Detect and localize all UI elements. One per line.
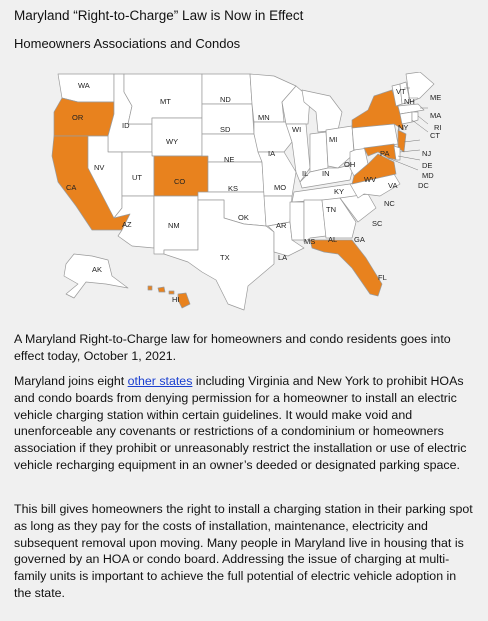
label-GA: GA	[354, 235, 365, 244]
other-states-link[interactable]: other states	[127, 374, 193, 388]
label-NJ: NJ	[422, 149, 432, 158]
label-CT: CT	[430, 131, 440, 140]
state-CO	[154, 156, 208, 196]
label-DE: DE	[422, 161, 433, 170]
label-SC: SC	[372, 219, 383, 228]
label-PA: PA	[380, 149, 390, 158]
label-KS: KS	[228, 184, 239, 193]
label-WI: WI	[292, 125, 302, 134]
label-IA: IA	[268, 149, 276, 158]
label-OK: OK	[238, 213, 249, 222]
state-AK	[64, 254, 128, 298]
state-FL	[310, 240, 382, 296]
label-NM: NM	[168, 221, 180, 230]
label-WA: WA	[78, 81, 90, 90]
article-paragraph-1: A Maryland Right-to-Charge law for homeowners and condo residents goes into effect today, October 1, 2021.	[14, 332, 451, 363]
article-paragraph-2	[14, 373, 476, 474]
label-WY: WY	[166, 137, 179, 146]
label-NC: NC	[384, 199, 395, 208]
label-OH: OH	[344, 160, 356, 169]
label-CO: CO	[174, 177, 186, 186]
label-OR: OR	[72, 113, 84, 122]
label-MD: MD	[422, 171, 434, 180]
label-MS: MS	[304, 237, 316, 246]
label-MT: MT	[160, 97, 171, 106]
label-AR: AR	[276, 221, 287, 230]
label-LA: LA	[278, 253, 288, 262]
label-NY: NY	[398, 123, 409, 132]
state-IA	[254, 122, 292, 152]
label-ME: ME	[430, 93, 442, 102]
label-UT: UT	[132, 173, 142, 182]
article-paragraph-3: This bill gives homeowners the right to install a charging station in their parking spot as long as they pay for the costs of installation, maintenance, electricity and subsequent removal upon moving. Many people in Maryland live in housing that is governed by an HOA or condo board. Addressing the issue of charging at multi-family units is important to achieve the full potential of electric vehicle adoption in the state.	[14, 502, 473, 600]
label-MO: MO	[274, 183, 287, 192]
label-MN: MN	[258, 113, 270, 122]
article-title: Maryland “Right-to-Charge” Law is Now in Effect	[14, 8, 304, 23]
label-IL: IL	[302, 169, 309, 178]
label-NV: NV	[94, 163, 105, 172]
label-TN: TN	[326, 205, 336, 214]
us-map-svg	[48, 72, 458, 318]
label-RI: RI	[434, 123, 442, 132]
label-TX: TX	[220, 253, 230, 262]
label-CA: CA	[66, 183, 77, 192]
label-VT: VT	[396, 87, 406, 96]
us-states-map	[48, 72, 458, 318]
label-VA: VA	[388, 181, 398, 190]
label-NH: NH	[404, 97, 415, 106]
article-subtitle: Homeowners Associations and Condos	[14, 36, 241, 51]
label-AZ: AZ	[122, 220, 132, 229]
state-MS	[290, 202, 304, 240]
state-IN	[310, 132, 328, 172]
label-SD: SD	[220, 125, 231, 134]
paragraph-2-intro: Maryland joins eight	[14, 374, 128, 388]
label-FL: FL	[378, 273, 387, 282]
label-IN: IN	[322, 169, 330, 178]
label-NE: NE	[224, 155, 235, 164]
state-HI	[148, 286, 190, 308]
label-ID: ID	[122, 121, 130, 130]
label-MA: MA	[430, 111, 442, 120]
label-ND: ND	[220, 95, 231, 104]
label-AL: AL	[328, 235, 338, 244]
label-DC: DC	[418, 181, 429, 190]
paragraph-2-body: including Virginia and New York to prohibit HOAs and condo boards from denying permission for a homeowner to install an electric vehicle charging station within certain guidelines. It would make void and unenforceable any covenants or restrictions of a condominium or homeowners association if they prohibit or unreasonably restrict the installation or use of electric vehicle recharging equipment in an owner’s deeded or designated parking space.	[14, 374, 467, 472]
label-AK: AK	[92, 265, 103, 274]
state-OR	[54, 98, 114, 136]
label-WV: WV	[364, 175, 377, 184]
label-KY: KY	[334, 187, 345, 196]
label-MI: MI	[329, 135, 338, 144]
label-HI: HI	[172, 295, 180, 304]
